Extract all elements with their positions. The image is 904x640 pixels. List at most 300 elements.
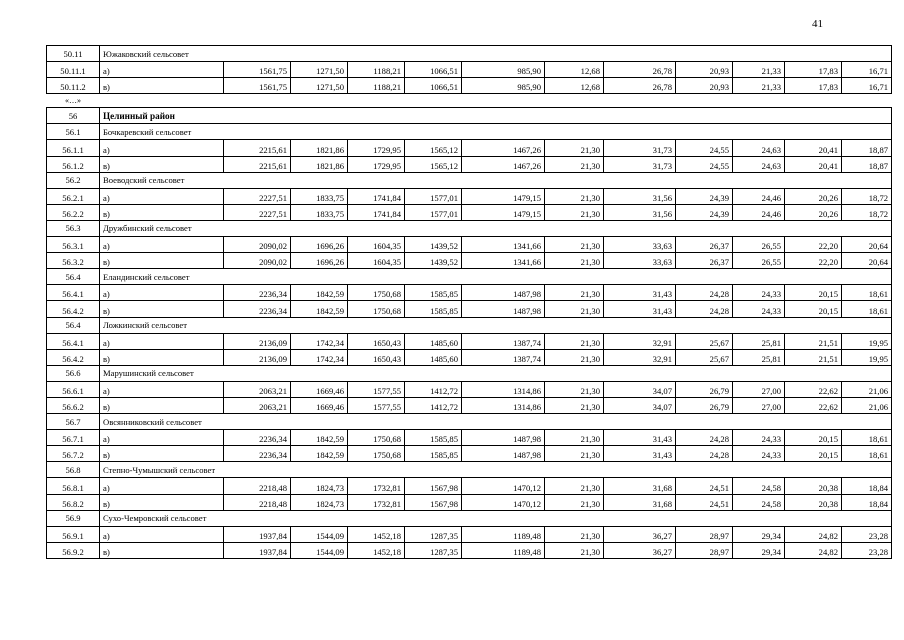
value-cell: 1565,12 [405,140,462,156]
section-row [47,510,892,526]
value-cell: 1341,66 [462,253,545,269]
value-cell: 1824,73 [291,478,348,494]
value-cell: 24,46 [733,204,785,220]
value-cell: 12,68 [545,78,604,94]
value-cell: 1750,68 [348,301,405,317]
table-row [47,301,892,317]
value-cell: 24,46 [733,188,785,204]
value-cell: 21,30 [545,542,604,558]
value-cell: 1821,86 [291,140,348,156]
value-cell: 21,30 [545,446,604,462]
value-cell: 34,07 [604,397,676,413]
section-name: Дружбинский сельсовет [100,220,892,236]
value-cell: 21,30 [545,526,604,542]
table-row [47,62,892,78]
value-cell: 26,55 [733,253,785,269]
value-cell: 24,82 [785,542,842,558]
value-cell: 20,93 [676,78,733,94]
row-code: 56.9.1 [47,526,100,542]
value-cell: 2236,34 [224,430,291,446]
value-cell: 1452,18 [348,526,405,542]
value-cell: 26,37 [676,253,733,269]
value-cell: 1314,86 [462,397,545,413]
value-cell: 1577,55 [348,397,405,413]
value-cell: 24,63 [733,140,785,156]
table-row [47,253,892,269]
value-cell: 1741,84 [348,188,405,204]
row-label: в) [100,494,224,510]
value-cell: 1544,09 [291,542,348,558]
table-row [47,156,892,172]
value-cell: 2090,02 [224,237,291,253]
row-label: а) [100,333,224,349]
row-code: 56.4.2 [47,349,100,365]
value-cell: 1561,75 [224,78,291,94]
value-cell: 1750,68 [348,430,405,446]
value-cell: 18,61 [842,430,892,446]
value-cell: 24,39 [676,204,733,220]
value-cell: 1577,01 [405,204,462,220]
value-cell: 2236,34 [224,285,291,301]
value-cell: 21,30 [545,301,604,317]
value-cell: 21,30 [545,349,604,365]
value-cell: 26,79 [676,397,733,413]
value-cell: 24,55 [676,156,733,172]
value-cell: 21,30 [545,285,604,301]
table-row [47,237,892,253]
value-cell: 24,58 [733,478,785,494]
value-cell: 2215,61 [224,156,291,172]
row-label: в) [100,446,224,462]
value-cell: 17,83 [785,62,842,78]
value-cell: 21,30 [545,253,604,269]
value-cell: 1567,98 [405,478,462,494]
value-cell: 1750,68 [348,285,405,301]
value-cell: 20,64 [842,237,892,253]
section-name: Ложкинский сельсовет [100,317,892,333]
value-cell: 12,68 [545,62,604,78]
value-cell: 1188,21 [348,62,405,78]
row-code: 56.2.2 [47,204,100,220]
value-cell: 21,30 [545,156,604,172]
value-cell: 1189,48 [462,526,545,542]
table-row [47,188,892,204]
section-code: 56.6 [47,365,100,381]
value-cell: 2136,09 [224,333,291,349]
value-cell: 1567,98 [405,494,462,510]
value-cell: 2090,02 [224,253,291,269]
value-cell: 25,81 [733,349,785,365]
value-cell: 1487,98 [462,430,545,446]
value-cell: 1561,75 [224,62,291,78]
value-cell: 21,33 [733,62,785,78]
tariff-table [46,45,892,559]
value-cell: 1066,51 [405,78,462,94]
row-code: 56.8.2 [47,494,100,510]
value-cell: 24,28 [676,430,733,446]
value-cell: 18,72 [842,204,892,220]
section-name: Южаковский сельсовет [100,46,892,62]
value-cell: 20,15 [785,430,842,446]
row-code: 50.11.2 [47,78,100,94]
value-cell: 21,51 [785,333,842,349]
value-cell: 31,68 [604,478,676,494]
value-cell: 20,38 [785,478,842,494]
table-row [47,349,892,365]
value-cell: 2215,61 [224,140,291,156]
row-label: в) [100,349,224,365]
value-cell: 25,81 [733,333,785,349]
section-row [47,462,892,478]
value-cell: 985,90 [462,78,545,94]
row-label: а) [100,526,224,542]
value-cell: 1467,26 [462,140,545,156]
row-label: в) [100,204,224,220]
section-name: Степно-Чумышский сельсовет [100,462,892,478]
value-cell: 26,37 [676,237,733,253]
value-cell: 1650,43 [348,349,405,365]
value-cell: 1742,34 [291,349,348,365]
table-row [47,381,892,397]
value-cell: 1479,15 [462,204,545,220]
ellipsis-row [47,94,892,108]
value-cell: 2218,48 [224,478,291,494]
value-cell: 1696,26 [291,253,348,269]
section-row [47,365,892,381]
value-cell: 1487,98 [462,301,545,317]
row-code: 56.6.2 [47,397,100,413]
value-cell: 1842,59 [291,446,348,462]
value-cell: 20,41 [785,156,842,172]
value-cell: 34,07 [604,381,676,397]
value-cell: 29,34 [733,526,785,542]
section-code: 56.8 [47,462,100,478]
value-cell: 1470,12 [462,494,545,510]
value-cell: 985,90 [462,62,545,78]
value-cell: 1066,51 [405,62,462,78]
row-code: 56.1.1 [47,140,100,156]
row-code: 56.1.2 [47,156,100,172]
value-cell: 1729,95 [348,156,405,172]
value-cell: 33,63 [604,253,676,269]
value-cell: 26,55 [733,237,785,253]
value-cell: 1271,50 [291,78,348,94]
value-cell: 21,30 [545,381,604,397]
section-name: Овсянниковский сельсовет [100,414,892,430]
value-cell: 2227,51 [224,188,291,204]
value-cell: 36,27 [604,542,676,558]
value-cell: 2063,21 [224,397,291,413]
value-cell: 2218,48 [224,494,291,510]
value-cell: 31,56 [604,188,676,204]
row-label: в) [100,253,224,269]
value-cell: 2136,09 [224,349,291,365]
value-cell: 24,51 [676,478,733,494]
row-label: в) [100,542,224,558]
value-cell: 1585,85 [405,430,462,446]
table-row [47,542,892,558]
row-label: в) [100,78,224,94]
value-cell: 25,67 [676,333,733,349]
value-cell: 27,00 [733,381,785,397]
row-code: 56.9.2 [47,542,100,558]
value-cell: 21,30 [545,237,604,253]
value-cell: 1750,68 [348,446,405,462]
value-cell: 18,87 [842,156,892,172]
section-row [47,46,892,62]
value-cell: 1821,86 [291,156,348,172]
section-name: Воеводский сельсовет [100,172,892,188]
table-row [47,397,892,413]
section-code: 56.2 [47,172,100,188]
value-cell: 1412,72 [405,397,462,413]
value-cell: 1833,75 [291,204,348,220]
value-cell: 19,95 [842,333,892,349]
value-cell: 1387,74 [462,333,545,349]
section-code: 56.3 [47,220,100,236]
row-code: 56.6.1 [47,381,100,397]
table-row [47,140,892,156]
value-cell: 18,61 [842,301,892,317]
value-cell: 2236,34 [224,446,291,462]
value-cell: 2063,21 [224,381,291,397]
section-name: Сухо-Чемровский сельсовет [100,510,892,526]
value-cell: 31,43 [604,301,676,317]
value-cell: 1585,85 [405,446,462,462]
table-row [47,430,892,446]
row-label: а) [100,188,224,204]
row-code: 56.8.1 [47,478,100,494]
value-cell: 17,83 [785,78,842,94]
value-cell: 20,15 [785,285,842,301]
row-label: а) [100,140,224,156]
value-cell: 1487,98 [462,446,545,462]
value-cell: 23,28 [842,526,892,542]
value-cell: 28,97 [676,542,733,558]
value-cell: 20,26 [785,188,842,204]
value-cell: 1604,35 [348,237,405,253]
value-cell: 21,06 [842,381,892,397]
value-cell: 1485,60 [405,349,462,365]
value-cell: 22,62 [785,381,842,397]
value-cell: 16,71 [842,78,892,94]
row-label: а) [100,237,224,253]
district-name: Целинный район [100,108,892,124]
value-cell: 32,91 [604,349,676,365]
row-code: 56.4.1 [47,285,100,301]
value-cell: 1669,46 [291,397,348,413]
table-row [47,446,892,462]
value-cell: 24,55 [676,140,733,156]
value-cell: 31,43 [604,446,676,462]
value-cell: 20,26 [785,204,842,220]
value-cell: 28,97 [676,526,733,542]
table-row [47,526,892,542]
value-cell: 31,73 [604,140,676,156]
value-cell: 31,73 [604,156,676,172]
district-code: 56 [47,108,100,124]
value-cell: 25,67 [676,349,733,365]
row-label: в) [100,301,224,317]
row-code: 56.4.2 [47,301,100,317]
value-cell: 1487,98 [462,285,545,301]
section-code: 50.11 [47,46,100,62]
value-cell: 31,43 [604,430,676,446]
row-code: 56.3.1 [47,237,100,253]
value-cell: 18,87 [842,140,892,156]
section-code: 56.4 [47,317,100,333]
value-cell: 24,28 [676,446,733,462]
value-cell: 24,33 [733,301,785,317]
value-cell: 1271,50 [291,62,348,78]
table-row [47,478,892,494]
row-label: а) [100,285,224,301]
section-code: 56.4 [47,269,100,285]
value-cell: 1189,48 [462,542,545,558]
section-row [47,172,892,188]
table-body [47,46,892,559]
value-cell: 1467,26 [462,156,545,172]
table-row [47,333,892,349]
value-cell: 31,68 [604,494,676,510]
value-cell: 21,30 [545,430,604,446]
value-cell: 1937,84 [224,542,291,558]
value-cell: 1412,72 [405,381,462,397]
value-cell: 32,91 [604,333,676,349]
value-cell: 24,28 [676,301,733,317]
section-row [47,414,892,430]
value-cell: 21,33 [733,78,785,94]
value-cell: 21,30 [545,140,604,156]
section-row [47,220,892,236]
value-cell: 1341,66 [462,237,545,253]
row-code: 56.7.2 [47,446,100,462]
value-cell: 22,62 [785,397,842,413]
value-cell: 1544,09 [291,526,348,542]
value-cell: 21,06 [842,397,892,413]
value-cell: 21,30 [545,478,604,494]
value-cell: 21,30 [545,333,604,349]
section-name: Еландинский сельсовет [100,269,892,285]
value-cell: 1669,46 [291,381,348,397]
section-row [47,124,892,140]
value-cell: 24,28 [676,285,733,301]
value-cell: 1485,60 [405,333,462,349]
value-cell: 24,33 [733,446,785,462]
value-cell: 1842,59 [291,430,348,446]
value-cell: 1577,01 [405,188,462,204]
value-cell: 1585,85 [405,301,462,317]
value-cell: 1439,52 [405,237,462,253]
value-cell: 1696,26 [291,237,348,253]
value-cell: 1842,59 [291,285,348,301]
value-cell: 26,79 [676,381,733,397]
value-cell: 36,27 [604,526,676,542]
value-cell: 31,56 [604,204,676,220]
value-cell: 18,84 [842,494,892,510]
row-label: а) [100,430,224,446]
value-cell: 18,61 [842,285,892,301]
table-row [47,285,892,301]
value-cell: 24,39 [676,188,733,204]
value-cell: 24,33 [733,285,785,301]
value-cell: 1287,35 [405,526,462,542]
value-cell: 18,84 [842,478,892,494]
value-cell: 1842,59 [291,301,348,317]
value-cell: 24,82 [785,526,842,542]
value-cell: 1470,12 [462,478,545,494]
value-cell: 2227,51 [224,204,291,220]
value-cell: 22,20 [785,237,842,253]
value-cell: 21,51 [785,349,842,365]
value-cell: 24,33 [733,430,785,446]
value-cell: 20,38 [785,494,842,510]
value-cell: 1833,75 [291,188,348,204]
section-name: Бочкаревский сельсовет [100,124,892,140]
value-cell: 1452,18 [348,542,405,558]
value-cell: 1287,35 [405,542,462,558]
value-cell: 24,63 [733,156,785,172]
value-cell: 1439,52 [405,253,462,269]
value-cell: 1314,86 [462,381,545,397]
row-label: в) [100,397,224,413]
value-cell: 24,58 [733,494,785,510]
value-cell: 1585,85 [405,285,462,301]
value-cell: 31,43 [604,285,676,301]
value-cell: 1188,21 [348,78,405,94]
row-code: 56.3.2 [47,253,100,269]
value-cell: 1650,43 [348,333,405,349]
value-cell: 26,78 [604,62,676,78]
value-cell: 21,30 [545,188,604,204]
section-code: 56.9 [47,510,100,526]
value-cell: 26,78 [604,78,676,94]
value-cell: 20,41 [785,140,842,156]
page-number: 41 [812,18,823,30]
row-code: 56.4.1 [47,333,100,349]
table-row [47,494,892,510]
value-cell: 1937,84 [224,526,291,542]
value-cell: 1729,95 [348,140,405,156]
value-cell: 21,30 [545,397,604,413]
value-cell: 1577,55 [348,381,405,397]
row-label: а) [100,478,224,494]
ellipsis-marker: «…» [65,95,81,105]
value-cell: 29,34 [733,542,785,558]
value-cell: 1741,84 [348,204,405,220]
value-cell: 21,30 [545,204,604,220]
row-code: 50.11.1 [47,62,100,78]
ellipsis-spacer [100,94,892,108]
value-cell: 21,30 [545,494,604,510]
value-cell: 19,95 [842,349,892,365]
value-cell: 1604,35 [348,253,405,269]
row-label: а) [100,381,224,397]
value-cell: 20,15 [785,301,842,317]
district-row [47,108,892,124]
row-label: а) [100,62,224,78]
value-cell: 18,72 [842,188,892,204]
value-cell: 20,93 [676,62,733,78]
value-cell: 27,00 [733,397,785,413]
row-code: 56.2.1 [47,188,100,204]
value-cell: 16,71 [842,62,892,78]
value-cell: 20,64 [842,253,892,269]
value-cell: 22,20 [785,253,842,269]
value-cell: 24,51 [676,494,733,510]
value-cell: 1387,74 [462,349,545,365]
section-name: Марушинский сельсовет [100,365,892,381]
